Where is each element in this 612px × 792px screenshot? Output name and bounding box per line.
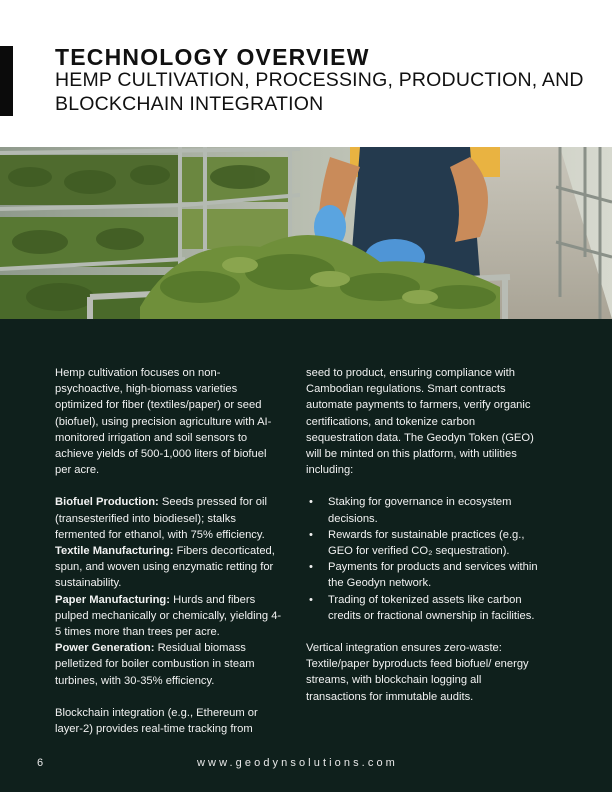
blockchain-paragraph: Blockchain integration (e.g., Ethereum or layer-2) provides real-time tracking from	[55, 706, 258, 736]
page-number: 6	[37, 757, 44, 769]
bullet-icon: •	[309, 593, 313, 606]
accent-bar	[0, 46, 13, 116]
spacer	[55, 478, 285, 494]
item-text: Residual biomass pelletized for boiler combustion in steam turbines, with 30-35% efficiency.	[55, 642, 255, 687]
list-item-text: Staking for governance in ecosystem decisions.	[328, 496, 512, 525]
hemp-processing-photo	[0, 147, 612, 319]
list-item-text: Trading of tokenized assets like carbon credits or fractional ownership in facilities.	[328, 593, 535, 622]
website-link[interactable]: www.geodynsolutions.com	[197, 757, 398, 769]
item-label: Paper Manufacturing:	[55, 593, 170, 606]
bullet-icon: •	[309, 496, 313, 509]
continuation-paragraph: seed to product, ensuring compliance with Cambodian regulations. Smart contracts automate payments to farmers, verify organic certifications, and tokenize carbon sequestration data. The Geodyn Token (GEO) will be minted on this platform, with utilities including:	[306, 367, 534, 477]
item-label: Textile Manufacturing:	[55, 545, 174, 558]
item-label: Power Generation:	[55, 642, 155, 655]
bullet-icon: •	[309, 561, 313, 574]
page-header	[0, 0, 612, 147]
page-subtitle: HEMP CULTIVATION, PROCESSING, PRODUCTION, AND BLOCKCHAIN INTEGRATION	[55, 69, 584, 115]
biofuel-item	[55, 494, 285, 543]
left-column	[55, 365, 285, 737]
list-item-text: Rewards for sustainable practices (e.g., GEO for verified CO₂ sequestration).	[328, 528, 525, 558]
spacer	[55, 689, 285, 705]
list-item	[306, 494, 541, 526]
page-title: TECHNOLOGY OVERVIEW	[55, 44, 370, 70]
closing-paragraph: Vertical integration ensures zero-waste: Textile/paper byproducts feed biofuel/ energy streams, with blockchain logging all transactions for immutable audits.	[306, 642, 529, 703]
spacer	[306, 624, 541, 640]
bullet-icon: •	[309, 528, 313, 541]
intro-paragraph: Hemp cultivation focuses on non-psychoactive, high-biomass varieties optimized for fiber (textiles/paper) or seed (biofuel), using precision agriculture with AI-monitored irrigation and soil sensors to achieve yields of 500-1,000 liters of biofuel per acre.	[55, 367, 272, 477]
item-text: Fibers decorticated, spun, and woven using enzymatic retting for sustainability.	[55, 545, 275, 590]
list-item	[306, 592, 541, 624]
right-column	[306, 365, 541, 705]
list-item	[306, 559, 541, 591]
list-item	[306, 527, 541, 559]
power-item	[55, 640, 285, 689]
item-label: Biofuel Production:	[55, 496, 159, 509]
paper-item	[55, 592, 285, 641]
item-text: Seeds pressed for oil (transesterified into biodiesel); stalks fermented for ethanol, with 75% efficiency.	[55, 496, 268, 541]
utility-list	[306, 494, 541, 624]
textile-item	[55, 543, 285, 592]
item-text: Hurds and fibers pulped mechanically or chemically, yielding 4-5 times more than trees per acre.	[55, 593, 282, 639]
spacer	[306, 478, 541, 494]
list-item-text: Payments for products and services within the Geodyn network.	[328, 561, 538, 590]
